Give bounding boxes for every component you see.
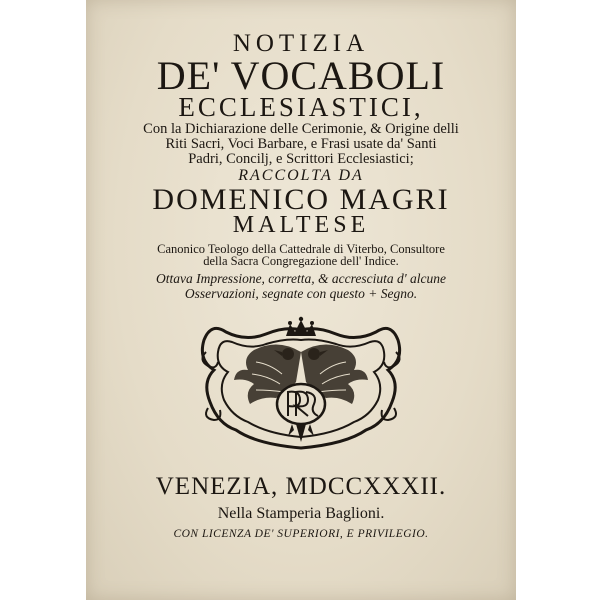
edition-line-2: Osservazioni, segnate con questo + Segno. bbox=[184, 286, 418, 301]
imprint-printer: Nella Stamperia Baglioni. bbox=[217, 505, 385, 522]
printer-device-icon bbox=[196, 312, 406, 454]
title-line-2: DE' VOCABOLI bbox=[156, 53, 446, 98]
title-line-3: ECCLESIASTICI, bbox=[178, 92, 424, 122]
author-origin: MALTESE bbox=[232, 212, 370, 238]
subtitle-line-2: Riti Sacri, Voci Barbare, e Frasi usate da' Santi bbox=[165, 136, 437, 152]
subtitle-line-3: Padri, Concilj, e Scrittori Ecclesiastici; bbox=[188, 151, 414, 167]
edition-line-1: Ottava Impressione, corretta, & accresciuta d' alcune bbox=[155, 271, 447, 286]
author-name: DOMENICO MAGRI bbox=[152, 183, 450, 216]
imprint-license: CON LICENZA DE' SUPERIORI, E PRIVILEGIO. bbox=[173, 528, 429, 540]
author-roles-line-1: Canonico Teologo della Cattedrale di Viterbo, Consultore bbox=[157, 242, 445, 256]
subtitle-line-1: Con la Dichiarazione delle Cerimonie, & Origine delli bbox=[143, 121, 459, 137]
title-page bbox=[86, 0, 516, 600]
author-roles-line-2: della Sacra Congregazione dell' Indice. bbox=[203, 254, 399, 268]
title-line-1: NOTIZIA bbox=[232, 30, 370, 57]
imprint-place-date: VENEZIA, MDCCXXXII. bbox=[155, 473, 447, 500]
raccolta-da: RACCOLTA DA bbox=[238, 167, 364, 184]
